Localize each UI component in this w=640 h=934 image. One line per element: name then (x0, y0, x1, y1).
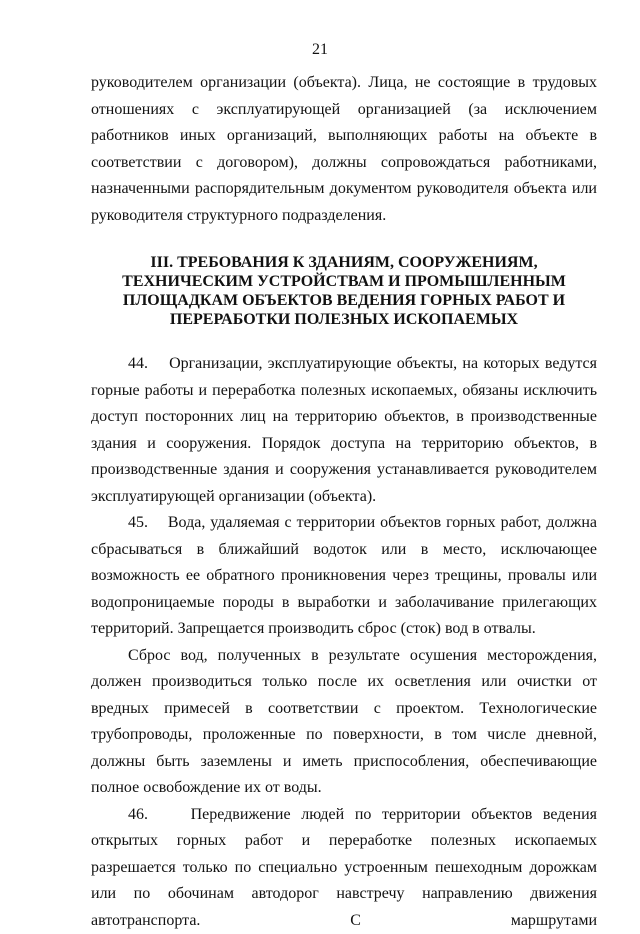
paragraph-continuation: руководителем организации (объекта). Лица, не состоящие в трудовых отношениях с эксплуатирующей организацией (за исключением работников иных организаций, выполняющих работы на объекте в соответствии с договором), должны сопровождаться работниками, назначенными распорядительным документом руководителя объекта или руководителя структурного подразделения. (91, 70, 597, 229)
document-body (91, 70, 597, 934)
paragraph-45-continued: Сброс вод, полученных в результате осушения месторождения, должен производиться только после их осветления или очистки от вредных примесей в соответствии с проектом. Технологические трубопроводы, проложенные по поверхности, в том числе дневной, должны быть заземлены и иметь приспособления, обеспечивающие полное освобождение их от воды. (91, 643, 597, 802)
paragraph-45: 45. Вода, удаляемая с территории объектов горных работ, должна сбрасываться в ближайший водоток или в место, исключающее возможность ее обратного проникновения через трещины, провалы или водопроницаемые породы в выработки и заболачивание прилегающих территорий. Запрещается производить сброс (сток) вод в отвалы. (91, 510, 597, 643)
section-heading: III. ТРЕБОВАНИЯ К ЗДАНИЯМ, СООРУЖЕНИЯМ, ТЕХНИЧЕСКИМ УСТРОЙСТВАМ И ПРОМЫШЛЕННЫМ ПЛОЩАДКАМ ОБЪЕКТОВ ВЕДЕНИЯ ГОРНЫХ РАБОТ И ПЕРЕРАБОТКИ ПОЛЕЗНЫХ ИСКОПАЕМЫХ (91, 253, 597, 329)
paragraph-44: 44. Организации, эксплуатирующие объекты, на которых ведутся горные работы и переработка полезных ископаемых, обязаны исключить доступ посторонних лиц на территорию объектов, в производственные здания и сооружения. Порядок доступа на территорию объектов, в производственные здания и сооружения устанавливается руководителем эксплуатирующей организации (объекта). (91, 351, 597, 510)
paragraph-46: 46. Передвижение людей по территории объектов ведения открытых горных работ и переработке полезных ископаемых разрешается только по специально устроенным пешеходным дорожкам или по обочинам автодорог навстречу направлению движения автотранспорта. С маршрутами (91, 802, 597, 934)
page-number: 21 (0, 40, 640, 60)
